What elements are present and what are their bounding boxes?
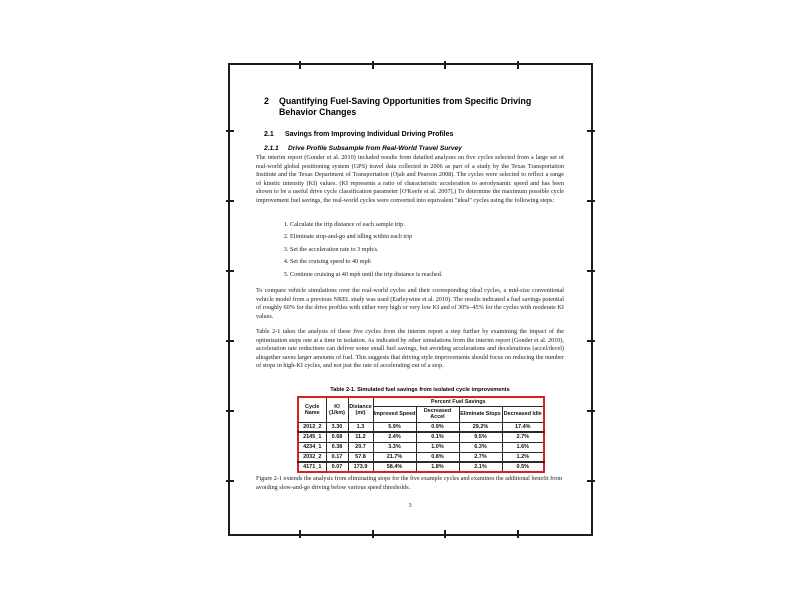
section-heading bbox=[264, 131, 560, 139]
table-cell: 2032_2 bbox=[298, 452, 326, 462]
table-cell: 1.8% bbox=[416, 462, 459, 472]
tick-mark bbox=[226, 340, 234, 342]
table-cell: 0.68 bbox=[326, 432, 348, 442]
tick-mark bbox=[372, 530, 374, 538]
list-item: 4. Set the cruising speed to 40 mph bbox=[290, 258, 562, 267]
table-cell: 0.1% bbox=[416, 432, 459, 442]
tick-mark bbox=[299, 61, 301, 69]
table-cell: 2145_1 bbox=[298, 432, 326, 442]
section-number: 2.1 bbox=[264, 131, 274, 138]
table-cell: 1.0% bbox=[416, 442, 459, 452]
table-cell: 3.3% bbox=[373, 442, 416, 452]
tick-mark bbox=[444, 530, 446, 538]
list-item: 3. Set the acceleration rate to 3 mph/s. bbox=[290, 246, 562, 255]
table-cell: 0.17 bbox=[326, 452, 348, 462]
tick-mark bbox=[299, 530, 301, 538]
page-frame bbox=[228, 63, 593, 536]
tick-mark bbox=[226, 270, 234, 272]
tick-mark bbox=[226, 410, 234, 412]
tick-mark bbox=[587, 130, 595, 132]
col-header-group: Percent Fuel Savings bbox=[373, 397, 544, 406]
table-cell: 17.4% bbox=[502, 422, 544, 432]
table-cell: 3.30 bbox=[326, 422, 348, 432]
col-header-improved-speed: Improved Speed bbox=[373, 406, 416, 422]
table-cell: 2.1% bbox=[459, 462, 502, 472]
table-cell: 4234_1 bbox=[298, 442, 326, 452]
subsection-number: 2.1.1 bbox=[264, 145, 279, 152]
table-cell: 2012_2 bbox=[298, 422, 326, 432]
table-row bbox=[298, 442, 544, 452]
fuel-savings-table bbox=[297, 396, 545, 473]
table-cell: 9.5% bbox=[459, 432, 502, 442]
chapter-heading bbox=[264, 96, 560, 118]
chapter-number: 2 bbox=[264, 96, 269, 106]
table-cell: 29.2% bbox=[459, 422, 502, 432]
table-cell: 11.2 bbox=[348, 432, 373, 442]
list-item: 2. Eliminate stop-and-go and idling within each trip bbox=[290, 233, 562, 242]
table-cell: 1.2% bbox=[502, 452, 544, 462]
section-title: Savings from Improving Individual Driving Profiles bbox=[285, 131, 454, 138]
table-cell: 1.3 bbox=[348, 422, 373, 432]
table-cell: 21.7% bbox=[373, 452, 416, 462]
table-cell: 20.7 bbox=[348, 442, 373, 452]
table-cell: 0.8% bbox=[416, 452, 459, 462]
table-cell: 0.9% bbox=[416, 422, 459, 432]
table-caption: Table 2-1. Simulated fuel savings from isolated cycle improvements bbox=[330, 387, 510, 393]
table-cell: 2.7% bbox=[502, 432, 544, 442]
table-cell: 5.9% bbox=[373, 422, 416, 432]
table-row bbox=[298, 432, 544, 442]
tick-mark bbox=[517, 61, 519, 69]
table-cell: 2.7% bbox=[459, 452, 502, 462]
paragraph-figure-reference: Figure 2-1 extends the analysis from eliminating stops for the five example cycles and examines the additional benefit from avoiding slow-and-go driving below various speed thresholds. bbox=[256, 475, 563, 491]
subsection-heading bbox=[264, 145, 560, 153]
col-header-cycle-name: Cycle Name bbox=[298, 397, 326, 422]
list-item: 1. Calculate the trip distance of each sample trip. bbox=[290, 221, 562, 230]
tick-mark bbox=[587, 270, 595, 272]
col-header-distance: Distance (mi) bbox=[348, 397, 373, 422]
tick-mark bbox=[444, 61, 446, 69]
table-cell: 58.4% bbox=[373, 462, 416, 472]
tick-mark bbox=[587, 200, 595, 202]
col-header-decreased-idle: Decreased Idle bbox=[502, 406, 544, 422]
ideal-cycle-steps-list bbox=[277, 221, 562, 279]
table-cell: 0.5% bbox=[502, 462, 544, 472]
table-cell: 2.4% bbox=[373, 432, 416, 442]
paragraph-table-discussion: Table 2-1 takes the analysis of these five cycles from the interim report a step further by examining the impact of the optimization steps one at a time in isolation. As indicated by other simulations from the interim report (Gonder et al. 2010), acceleration rate reductions can deliver some small fuel savings, but avoiding accelerations and decelerations (accel/decel) altogether saves larger amounts of fuel. This suggests that driving style improvements should focus on reducing the number of stops in high-KI cycles, and not just the rate of accelerating out of a stop. bbox=[256, 328, 564, 370]
table-cell: 57.8 bbox=[348, 452, 373, 462]
paragraph-intro: The interim report (Gonder et al. 2010) included results from detailed analyses on five cycles selected from a large set of real-world global positioning system (GPS) travel data collected in 2006 as part of a study by the Texas Transportation Institute and the Texas Department of Transportation (Ojah and Pearson 2008). The cycles were selected to reflect a range of kinetic intensity (KI) values. (KI represents a ratio of characteristic acceleration to aerodynamic speed and has been shown to be a useful drive cycle classification parameter [O'Keefe et al. 2007].) To determine the maximum possible cycle improvement fuel savings, the real-world cycles were converted into equivalent "ideal" cycles using the following steps: bbox=[256, 154, 564, 204]
table-cell: 0.38 bbox=[326, 442, 348, 452]
table-cell: 173.9 bbox=[348, 462, 373, 472]
page-number: 3 bbox=[408, 502, 412, 509]
tick-mark bbox=[226, 200, 234, 202]
table-row bbox=[298, 422, 544, 432]
tick-mark bbox=[587, 410, 595, 412]
table-cell: 4171_1 bbox=[298, 462, 326, 472]
table-cell: 1.6% bbox=[502, 442, 544, 452]
col-header-ki: KI (1/km) bbox=[326, 397, 348, 422]
tick-mark bbox=[372, 61, 374, 69]
col-header-decreased-accel: Decreased Accel bbox=[416, 406, 459, 422]
col-header-eliminate-stops: Eliminate Stops bbox=[459, 406, 502, 422]
chapter-title: Quantifying Fuel-Saving Opportunities from Specific Driving Behavior Changes bbox=[279, 96, 532, 117]
table-row bbox=[298, 452, 544, 462]
tick-mark bbox=[587, 480, 595, 482]
tick-mark bbox=[517, 530, 519, 538]
tick-mark bbox=[587, 340, 595, 342]
tick-mark bbox=[226, 480, 234, 482]
list-item: 5. Continue cruising at 40 mph until the trip distance is reached. bbox=[290, 271, 562, 280]
table-header-row bbox=[298, 397, 544, 406]
table-row bbox=[298, 462, 544, 472]
table-cell: 0.07 bbox=[326, 462, 348, 472]
tick-mark bbox=[226, 130, 234, 132]
table-cell: 6.3% bbox=[459, 442, 502, 452]
paragraph-simulation: To compare vehicle simulations over the real-world cycles and their corresponding ideal cycles, a mid-size conventional vehicle model from a previous NREL study was used (Earleywine et al. 2010). The results indicated a fuel savings potential of roughly 60% for the drive profiles with either very high or very low KI and of 30%–45% for the cycles with moderate KI values. bbox=[256, 287, 564, 320]
ideal-cycle-steps bbox=[277, 221, 562, 283]
subsection-title: Drive Profile Subsample from Real-World Travel Survey bbox=[288, 145, 462, 152]
